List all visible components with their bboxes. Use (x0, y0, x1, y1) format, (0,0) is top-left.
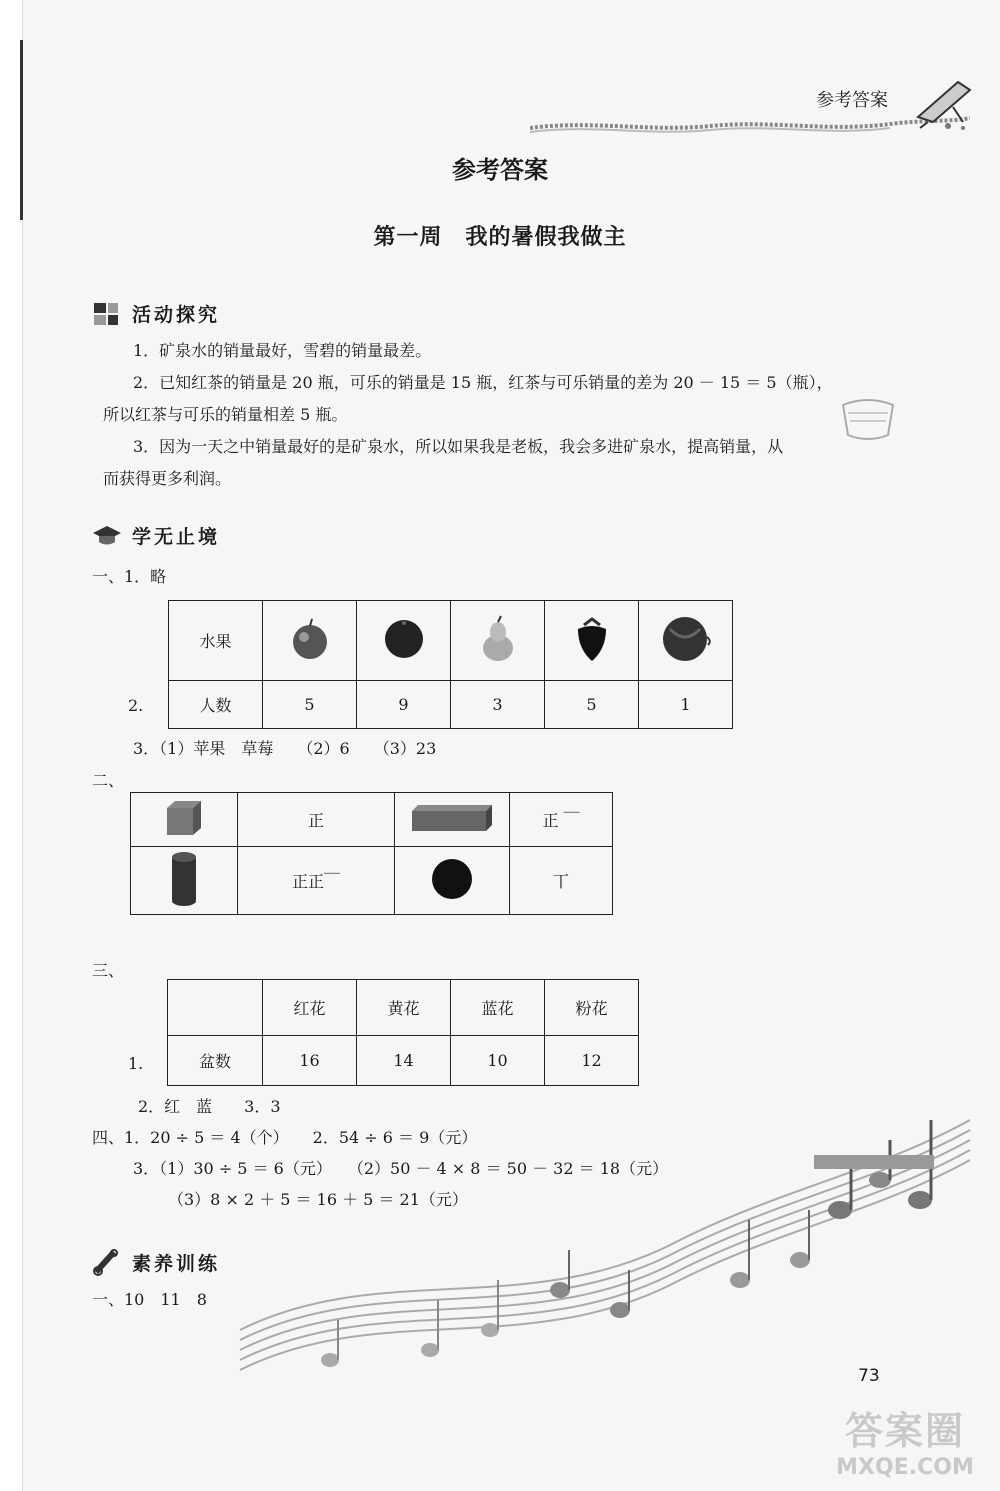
answer-line: 而获得更多利润。 (103, 469, 232, 488)
tally-cell: 正 ￣ (510, 793, 613, 847)
section-heading-text: 素养训练 (132, 1252, 221, 1275)
table-row-header: 人数 (169, 681, 263, 729)
answer-line: 2．已知红茶的销量是 20 瓶，可乐的销量是 15 瓶，红茶与可乐销量的差为 20 － 15 ＝ 5（瓶）， (133, 373, 833, 392)
watermark-url: MXQE.COM (836, 1455, 974, 1480)
cube-icon (163, 798, 205, 838)
shape-cell (131, 847, 238, 915)
table-cell: 14 (357, 1036, 451, 1086)
watermark-logo-text: 答案圈 (844, 1409, 965, 1453)
section-heading-text: 活动探究 (132, 304, 221, 326)
table-row-header: 盆数 (168, 1036, 263, 1086)
table-cell: 12 (545, 1036, 639, 1086)
tally-cell: 正正￣ (238, 847, 395, 915)
fruit-cell (639, 601, 733, 681)
apple-icon (288, 617, 332, 661)
page-title: 参考答案 (452, 156, 548, 184)
section-heading-activity (92, 300, 220, 327)
answer-line: 2．红 蓝 3．3 (138, 1097, 281, 1116)
answer-line: 四、1．20 ÷ 5 ＝ 4（个） 2．54 ÷ 6 ＝ 9（元） (92, 1128, 478, 1147)
answer-line: 一、10 11 8 (92, 1290, 207, 1309)
running-title: 参考答案 (816, 90, 888, 111)
table-header: 黄花 (357, 980, 451, 1036)
table-cell: 1 (639, 681, 733, 729)
tally-cell: 丅 (510, 847, 613, 915)
pear-icon (476, 615, 520, 663)
answer-line: 3．（1）30 ÷ 5 ＝ 6（元） （2）50 － 4 × 8 ＝ 50 － 32 ＝ 18（元） (133, 1159, 669, 1178)
answer-line: 3．因为一天之中销量最好的是矿泉水，所以如果我是老板，我会多进矿泉水，提高销量，从 (133, 437, 784, 456)
section-heading-text: 学无止境 (132, 526, 221, 548)
table-cell: 5 (545, 681, 639, 729)
row-number: 1. (128, 1054, 144, 1073)
music-notes-decoration (180, 1100, 980, 1400)
shape-cell (395, 793, 510, 847)
section-heading-learning (92, 522, 220, 549)
answer-line: 所以红茶与可乐的销量相差 5 瓶。 (103, 405, 348, 424)
table-cell: 10 (451, 1036, 545, 1086)
tally-cell: 正 (238, 793, 395, 847)
shape-cell (131, 793, 238, 847)
fruit-cell (263, 601, 357, 681)
header-wave-decoration (530, 110, 970, 140)
site-watermark (820, 1400, 990, 1480)
stamp-decoration (838, 395, 898, 445)
puzzle-icon (92, 301, 122, 327)
flower-count-table (167, 979, 639, 1086)
answer-line: 3．（1）苹果 草莓 （2）6 （3）23 (133, 739, 437, 758)
cuboid-icon (410, 803, 494, 833)
question-label: 三、 (92, 961, 125, 980)
graduation-cap-icon (92, 524, 122, 548)
table-cell: 5 (263, 681, 357, 729)
answer-line: 1．矿泉水的销量最好，雪碧的销量最差。 (133, 341, 432, 360)
scroll-icon (92, 1248, 122, 1276)
fruit-cell (451, 601, 545, 681)
table-header: 粉花 (545, 980, 639, 1036)
orange-icon (382, 617, 426, 661)
question-label: 一、1．略 (92, 567, 167, 586)
spine-line (20, 40, 23, 220)
beach-chair-icon (908, 62, 978, 132)
strawberry-icon (572, 615, 612, 663)
table-cell: 9 (357, 681, 451, 729)
row-number: 2. (128, 696, 144, 715)
cylinder-icon (170, 851, 198, 907)
shape-tally-table (130, 792, 613, 915)
fruit-count-table (168, 600, 733, 729)
table-cell: 3 (451, 681, 545, 729)
answer-line: （3）8 × 2 ＋ 5 ＝ 16 ＋ 5 ＝ 21（元） (168, 1190, 468, 1209)
table-corner (168, 980, 263, 1036)
table-header: 蓝花 (451, 980, 545, 1036)
shape-cell (395, 847, 510, 915)
fruit-cell (357, 601, 451, 681)
page-number: 73 (858, 1366, 880, 1386)
page-subtitle: 第一周 我的暑假我做主 (373, 225, 627, 250)
table-row-header: 水果 (169, 601, 263, 681)
watermelon-icon (660, 615, 712, 663)
fruit-cell (545, 601, 639, 681)
table-cell: 16 (263, 1036, 357, 1086)
table-header: 红花 (263, 980, 357, 1036)
sphere-icon (430, 857, 474, 901)
question-label: 二、 (92, 771, 125, 790)
